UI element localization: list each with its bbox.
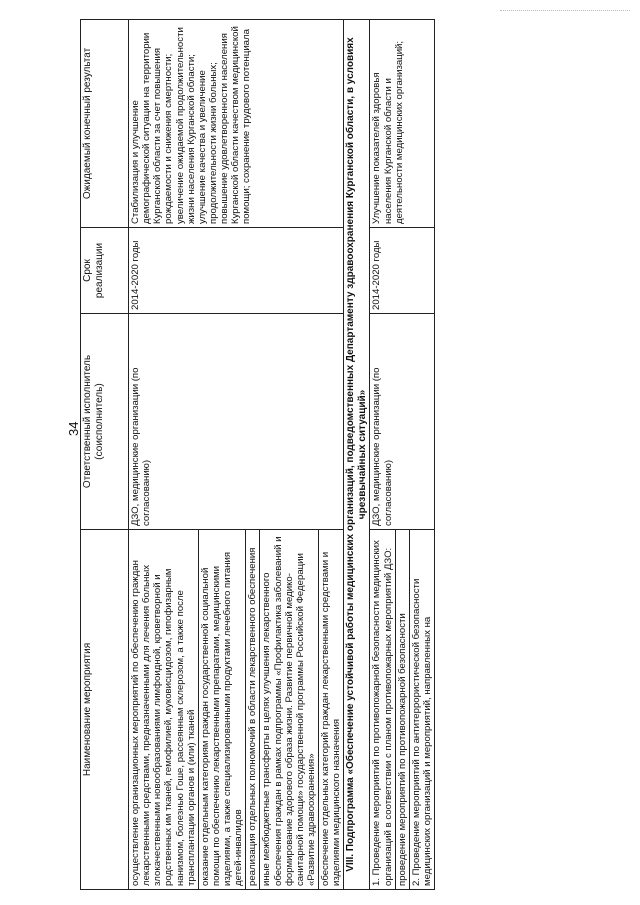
header-result: Ожидаемый конечный результат (81, 20, 129, 228)
scan-dots (500, 10, 630, 15)
measure-name: 2. Проведение мероприятий по антитеррористической безопасности медицинских организаций и мероприятий, направленных на (409, 530, 434, 890)
table-row (370, 20, 395, 890)
executor-cell: ДЗО, медицинские организации (по согласованию) (370, 314, 435, 530)
term-cell: 2014-2020 годы (370, 228, 435, 314)
measure-name: проведение мероприятий по противопожарной безопасности (395, 530, 409, 890)
result-cell: Улучшение показателей здоровья населения Курганской области и деятельности медицинских организаций; (370, 20, 435, 228)
header-executor: Ответственный исполнитель (соисполнитель) (81, 314, 129, 530)
section-title: VIII. Подпрограмма «Обеспечение устойчивой работы медицинских организаций, подведомственных Департаменту здравоохранения Курганской области, в условиях чрезвычайных ситуаций» (344, 20, 370, 890)
measure-name: реализация отдельных полномочий в области лекарственного обеспечения (246, 530, 260, 890)
measure-name: обеспечение отдельных категорий граждан лекарственными средствами и изделиями медицинского назначения (319, 530, 344, 890)
table-row (129, 20, 199, 890)
measure-name: 1. Проведение мероприятий по противопожарной безопасности медицинских организаций в соответствии с планом противопожарных мероприятий ДЗО: (370, 530, 395, 890)
rotated-page-content (80, 20, 585, 890)
header-term: Срок реализации (81, 228, 129, 314)
executor-cell: ДЗО, медицинские организации (по согласованию) (129, 314, 344, 530)
result-cell: Стабилизация и улучшение демографической ситуации на территории Курганской области за счет повышения рождаемости и снижения смертности; увеличение ожидаемой продолжительности жизни населения Курганской области; улучшение качества и увеличение продолжительности жизни больных; повышение удовлетворенности населения Курганской области качеством медицинской помощи; сохранение трудового потенциала (129, 20, 344, 228)
measures-table (80, 19, 435, 890)
term-cell: 2014-2020 годы (129, 228, 344, 314)
measure-name: осуществление организационных мероприятий по обеспечению граждан лекарственными средствами, предназначенными для лечения больных злокачественными новообразованиями лимфоидной, кроветворной и родственных им тканей, гемофилией, муковисцидозом, гипофизарным нанизмом, болезнью Гоше, рассеянным склерозом, а также после трансплантации органов и (или) тканей (129, 530, 199, 890)
measure-name: оказание отдельным категориям граждан государственной социальной помощи по обеспечению лекарственными препаратами, медицинскими изделиями, а также специализированными продуктами лечебного питания детей-инвалидов (198, 530, 246, 890)
page-number: 34 (66, 421, 81, 436)
header-name: Наименование мероприятия (81, 530, 129, 890)
measure-name: иные межбюджетные трансферты в целях улучшения лекарственного обеспечения граждан в рамках подпрограммы «Профилактика заболеваний и формирование здорового образа жизни. Развитие первичной медико-санитарной помощи» государственной программы Российской Федерации «Развитие здравоохранения» (260, 530, 319, 890)
table-header-row (81, 20, 129, 890)
section-row (344, 20, 370, 890)
